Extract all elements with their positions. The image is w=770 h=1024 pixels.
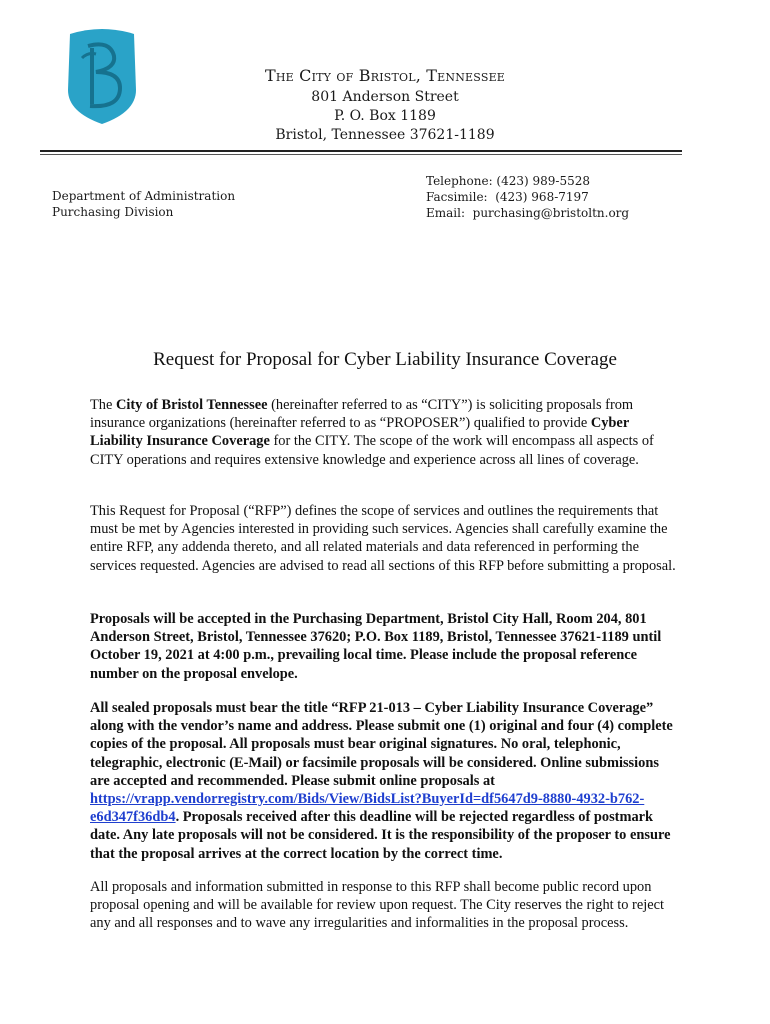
department-block [52,188,235,220]
division-name: Purchasing Division [52,205,174,219]
document-title: Request for Proposal for Cyber Liability Insurance Coverage [153,349,617,370]
facsimile: Facsimile: (423) 968-7197 [426,190,589,204]
address-street: 801 Anderson Street [311,89,459,105]
address-po-box: P. O. Box 1189 [334,108,436,124]
public-record-paragraph: All proposals and information submitted in response to this RFP shall become public record upon proposal opening and will be available for review upon request. The City reserves the right to reject any and all responses and to wave any irregularities and informalities in the proposal process. [90,879,664,932]
header-divider-thin [40,154,682,155]
city-name: The City of Bristol, Tennessee [264,66,506,85]
vendor-registry-link[interactable]: https://vrapp.vendorregistry.com/Bids/View/BidsList?BuyerId=df5647d9-8880-4932-b762-e6d347f36db4 [90,791,645,826]
sealed-proposals-paragraph [90,699,682,863]
intro-paragraph [90,396,682,469]
department-name: Department of Administration [52,189,236,203]
address-city-state: Bristol, Tennessee 37621-1189 [275,127,495,143]
submission-location-paragraph: Proposals will be accepted in the Purchasing Department, Bristol City Hall, Room 204, 801 Anderson Street, Bristol, Tennessee 37620; P.O. Box 1189, Bristol, Tennessee 37621-1189 until October 19, 2021 at 4:00 p.m., prevailing local time. Please include the proposal reference number on the proposal envelope. [90,611,662,682]
email: Email: purchasing@bristoltn.org [426,206,630,220]
telephone: Telephone: (423) 989-5528 [426,174,591,188]
contact-block [426,173,629,221]
intro-text-1: The [90,397,116,413]
deadline-text: . Proposals received after this deadline will be rejected regardless of postmark date. Any late proposals will not be considered. It is the responsibility of the proposer to ensure that the proposal arrives at the correct location by the correct time. [90,809,671,862]
coverage-name-bold: Cyber Liability Insurance Coverage [90,415,629,450]
sealed-proposals-text: All sealed proposals must bear the title “RFP 21-013 – Cyber Liability Insurance Coverage” along with the vendor’s name and address. Please submit one (1) original and four (4) complete copies of the proposal. All proposals must bear original signatures. No oral, telephonic, telegraphic, electronic (E-Mail) or facsimile proposals will be considered. Online submissions are accepted and recommended. Please submit online proposals at [90,700,673,789]
intro-text-2: (hereinafter referred to as “CITY”) is soliciting proposals from insurance organizations (hereinafter referred to as “PROPOSER”) qualified to provide [90,397,634,432]
rfp-scope-paragraph: This Request for Proposal (“RFP”) defines the scope of services and outlines the requirements that must be met by Agencies interested in providing such services. Agencies shall carefully examine the entire RFP, any addenda thereto, and all related materials and data referenced in performing the services requested. Agencies are advised to read all sections of this RFP before submitting a proposal. [90,503,676,574]
header-divider [40,150,682,152]
intro-text-3: for the CITY. The scope of the work will encompass all aspects of CITY operations and requires extensive knowledge and experience across all lines of coverage. [90,433,654,468]
city-name-bold: City of Bristol Tennessee [115,397,268,413]
city-logo-shield-icon [66,28,138,124]
